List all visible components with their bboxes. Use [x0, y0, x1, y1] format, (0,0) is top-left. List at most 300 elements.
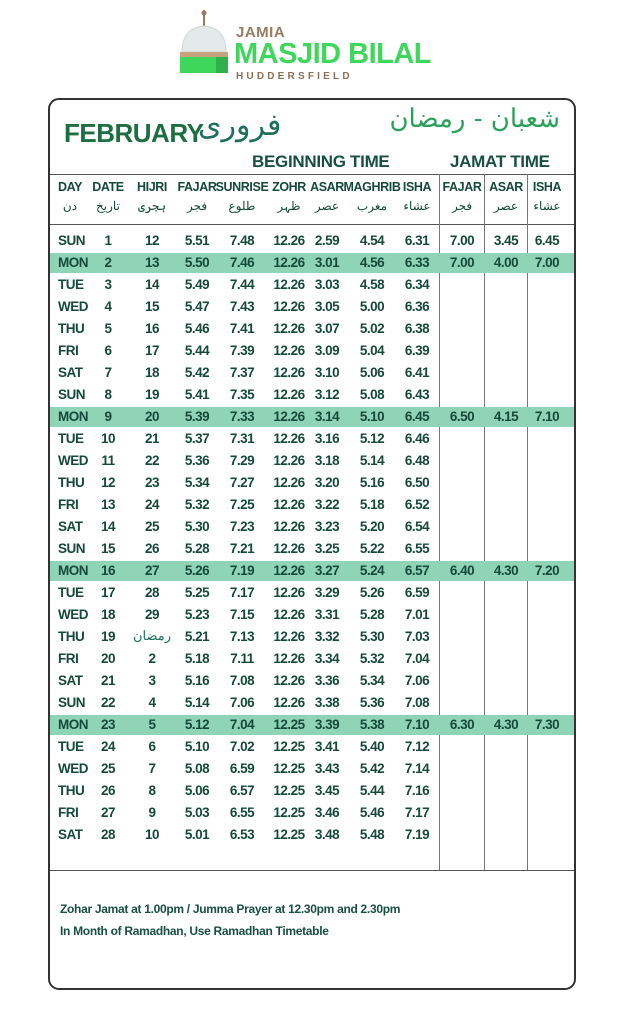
cell-zohr: 12.25 [273, 717, 305, 732]
cell-isha: 6.36 [404, 299, 430, 314]
cell-day: SAT [58, 673, 83, 688]
cell-sunrise: 7.46 [229, 255, 255, 270]
table-row [50, 275, 574, 295]
cell-maghrib: 5.00 [359, 299, 385, 314]
table-row [50, 385, 574, 405]
cell-maghrib: 5.32 [359, 651, 385, 666]
cell-hijri: 14 [144, 277, 160, 292]
column-header-fajar: FAJAR [442, 180, 482, 194]
cell-day: SAT [58, 519, 83, 534]
cell-fajar: 7.00 [449, 255, 475, 270]
cell-sunrise: 7.06 [229, 695, 255, 710]
cell-isha: 7.04 [404, 651, 430, 666]
table-row [50, 341, 574, 361]
cell-sunrise: 6.53 [229, 827, 255, 842]
cell-fajar: 5.41 [184, 387, 210, 402]
cell-zohr: 12.26 [273, 497, 305, 512]
column-header-isha: ISHA [532, 180, 562, 194]
cell-fajar: 5.37 [184, 431, 210, 446]
cell-sunrise: 7.25 [229, 497, 255, 512]
cell-sunrise: 7.33 [229, 409, 255, 424]
cell-isha: 7.17 [404, 805, 430, 820]
cell-maghrib: 4.54 [359, 233, 385, 248]
dome-icon [178, 8, 230, 76]
cell-zohr: 12.26 [273, 519, 305, 534]
cell-zohr: 12.26 [273, 321, 305, 336]
cell-date: 28 [100, 827, 116, 842]
logo-huddersfield: HUDDERSFIELD [236, 71, 353, 82]
cell-asar: 3.32 [314, 629, 340, 644]
logo-masjid-bilal: MASJID BILAL [234, 38, 431, 70]
cell-day: WED [58, 299, 88, 314]
cell-day: SUN [58, 387, 86, 402]
cell-isha: 6.45 [404, 409, 430, 424]
cell-maghrib: 5.14 [359, 453, 385, 468]
cell-asar: 3.45 [314, 783, 340, 798]
cell-asar: 3.34 [314, 651, 340, 666]
cell-sunrise: 7.35 [229, 387, 255, 402]
cell-zohr: 12.26 [273, 233, 305, 248]
cell-date: 5 [104, 321, 112, 336]
cell-day: FRI [58, 343, 79, 358]
cell-date: 26 [100, 783, 116, 798]
table-row [50, 627, 574, 647]
column-header-urdu: تاریخ [96, 199, 120, 213]
table-row [50, 671, 574, 691]
cell-maghrib: 5.02 [359, 321, 385, 336]
cell-isha: 7.10 [404, 717, 430, 732]
cell-hijri: 26 [144, 541, 160, 556]
cell-day: FRI [58, 651, 79, 666]
cell-fajar: 5.16 [184, 673, 210, 688]
table-row [50, 231, 574, 251]
cell-sunrise: 7.21 [229, 541, 255, 556]
cell-date: 14 [100, 519, 116, 534]
cell-zohr: 12.26 [273, 431, 305, 446]
cell-date: 15 [100, 541, 116, 556]
cell-day: MON [58, 563, 88, 578]
cell-isha: 7.14 [404, 761, 430, 776]
cell-hijri: 24 [144, 497, 160, 512]
cell-fajar: 5.34 [184, 475, 210, 490]
cell-asar: 3.46 [314, 805, 340, 820]
cell-hijri: رمضان [132, 629, 172, 644]
table-row [50, 495, 574, 515]
cell-date: 20 [100, 651, 116, 666]
cell-day: SAT [58, 827, 83, 842]
cell-asar: 3.29 [314, 585, 340, 600]
column-header-date: DATE [92, 180, 124, 194]
cell-zohr: 12.26 [273, 453, 305, 468]
cell-sunrise: 7.29 [229, 453, 255, 468]
cell-isha: 7.12 [404, 739, 430, 754]
column-header-fajar: FAJAR [177, 180, 217, 194]
cell-asar: 3.05 [314, 299, 340, 314]
cell-isha: 7.20 [534, 563, 560, 578]
column-header-urdu: عصر [314, 199, 340, 213]
cell-zohr: 12.26 [273, 365, 305, 380]
cell-fajar: 5.36 [184, 453, 210, 468]
cell-isha: 7.16 [404, 783, 430, 798]
cell-day: THU [58, 321, 85, 336]
cell-day: SUN [58, 695, 86, 710]
cell-asar: 3.09 [314, 343, 340, 358]
cell-date: 16 [100, 563, 116, 578]
cell-date: 17 [100, 585, 116, 600]
cell-hijri: 21 [144, 431, 160, 446]
cell-fajar: 5.26 [184, 563, 210, 578]
cell-isha: 6.38 [404, 321, 430, 336]
cell-hijri: 29 [144, 607, 160, 622]
cell-maghrib: 5.46 [359, 805, 385, 820]
cell-sunrise: 7.17 [229, 585, 255, 600]
cell-isha: 6.31 [404, 233, 430, 248]
cell-fajar: 5.42 [184, 365, 210, 380]
cell-asar: 3.25 [314, 541, 340, 556]
cell-maghrib: 5.18 [359, 497, 385, 512]
table-row [50, 781, 574, 801]
cell-fajar: 5.01 [184, 827, 210, 842]
cell-hijri: 22 [144, 453, 160, 468]
cell-hijri: 7 [148, 761, 156, 776]
cell-date: 18 [100, 607, 116, 622]
cell-fajar: 5.18 [184, 651, 210, 666]
cell-fajar: 5.23 [184, 607, 210, 622]
cell-zohr: 12.26 [273, 299, 305, 314]
cell-maghrib: 5.12 [359, 431, 385, 446]
cell-zohr: 12.26 [273, 585, 305, 600]
cell-hijri: 8 [148, 783, 156, 798]
cell-isha: 7.19 [404, 827, 430, 842]
cell-asar: 3.10 [314, 365, 340, 380]
cell-date: 2 [104, 255, 112, 270]
cell-day: SAT [58, 365, 83, 380]
cell-asar: 3.14 [314, 409, 340, 424]
cell-day: TUE [58, 277, 84, 292]
cell-maghrib: 5.08 [359, 387, 385, 402]
cell-isha: 7.08 [404, 695, 430, 710]
cell-zohr: 12.26 [273, 651, 305, 666]
cell-isha: 6.34 [404, 277, 430, 292]
cell-sunrise: 7.44 [229, 277, 255, 292]
cell-asar: 3.23 [314, 519, 340, 534]
cell-isha: 7.30 [534, 717, 560, 732]
column-header-urdu: عشاء [533, 199, 561, 213]
cell-hijri: 9 [148, 805, 156, 820]
cell-isha: 7.00 [534, 255, 560, 270]
cell-fajar: 6.30 [449, 717, 475, 732]
cell-fajar: 5.06 [184, 783, 210, 798]
month-title: FEBRUARY [64, 118, 204, 148]
cell-isha: 6.55 [404, 541, 430, 556]
table-row [50, 297, 574, 317]
cell-asar: 3.31 [314, 607, 340, 622]
table-row [50, 517, 574, 537]
cell-maghrib: 5.20 [359, 519, 385, 534]
cell-maghrib: 5.48 [359, 827, 385, 842]
cell-fajar: 5.44 [184, 343, 210, 358]
cell-asar: 3.41 [314, 739, 340, 754]
cell-day: TUE [58, 739, 84, 754]
cell-asar: 3.39 [314, 717, 340, 732]
cell-hijri: 16 [144, 321, 160, 336]
cell-asar: 4.00 [493, 255, 519, 270]
cell-date: 8 [104, 387, 112, 402]
cell-isha: 6.54 [404, 519, 430, 534]
cell-sunrise: 7.31 [229, 431, 255, 446]
table-row [50, 539, 574, 559]
cell-isha: 7.01 [404, 607, 430, 622]
cell-sunrise: 7.02 [229, 739, 255, 754]
cell-fajar: 5.50 [184, 255, 210, 270]
cell-zohr: 12.26 [273, 695, 305, 710]
cell-hijri: 20 [144, 409, 160, 424]
cell-isha: 7.06 [404, 673, 430, 688]
cell-date: 10 [100, 431, 116, 446]
cell-sunrise: 7.39 [229, 343, 255, 358]
cell-date: 21 [100, 673, 116, 688]
logo-jamia: JAMIA [236, 24, 286, 41]
cell-hijri: 13 [144, 255, 160, 270]
cell-day: MON [58, 255, 88, 270]
cell-zohr: 12.26 [273, 475, 305, 490]
cell-asar: 3.01 [314, 255, 340, 270]
cell-sunrise: 7.23 [229, 519, 255, 534]
cell-maghrib: 5.28 [359, 607, 385, 622]
cell-day: TUE [58, 431, 84, 446]
table-row [50, 473, 574, 493]
cell-fajar: 6.40 [449, 563, 475, 578]
cell-zohr: 12.25 [273, 761, 305, 776]
cell-sunrise: 7.04 [229, 717, 255, 732]
cell-sunrise: 7.19 [229, 563, 255, 578]
cell-date: 27 [100, 805, 116, 820]
cell-hijri: 12 [144, 233, 160, 248]
cell-date: 25 [100, 761, 116, 776]
cell-asar: 3.27 [314, 563, 340, 578]
cell-day: FRI [58, 805, 79, 820]
footer-note-ramadhan: In Month of Ramadhan, Use Ramadhan Timetable [60, 924, 329, 938]
cell-fajar: 5.28 [184, 541, 210, 556]
column-header-asar: ASAR [310, 180, 344, 194]
cell-sunrise: 7.08 [229, 673, 255, 688]
cell-fajar: 6.50 [449, 409, 475, 424]
column-header-urdu: ظہر [277, 199, 301, 213]
cell-date: 7 [104, 365, 112, 380]
cell-fajar: 7.00 [449, 233, 475, 248]
cell-date: 4 [104, 299, 112, 314]
cell-sunrise: 7.15 [229, 607, 255, 622]
cell-zohr: 12.25 [273, 739, 305, 754]
cell-date: 6 [104, 343, 112, 358]
cell-asar: 3.03 [314, 277, 340, 292]
cell-asar: 3.20 [314, 475, 340, 490]
cell-zohr: 12.26 [273, 541, 305, 556]
cell-sunrise: 7.27 [229, 475, 255, 490]
cell-asar: 3.18 [314, 453, 340, 468]
cell-maghrib: 5.26 [359, 585, 385, 600]
table-row [50, 803, 574, 823]
cell-maghrib: 4.58 [359, 277, 385, 292]
cell-day: WED [58, 453, 88, 468]
cell-isha: 6.48 [404, 453, 430, 468]
column-header-day: DAY [57, 180, 83, 194]
cell-maghrib: 5.42 [359, 761, 385, 776]
cell-zohr: 12.26 [273, 563, 305, 578]
cell-fajar: 5.21 [184, 629, 210, 644]
table-row [50, 649, 574, 669]
cell-maghrib: 5.16 [359, 475, 385, 490]
timetable-card [48, 98, 576, 990]
column-header-urdu: دن [62, 199, 78, 213]
cell-date: 24 [100, 739, 116, 754]
cell-hijri: 4 [148, 695, 156, 710]
cell-asar: 3.36 [314, 673, 340, 688]
cell-maghrib: 5.38 [359, 717, 385, 732]
table-row [50, 407, 574, 427]
cell-isha: 6.50 [404, 475, 430, 490]
jamat-time-heading: JAMAT TIME [450, 152, 550, 171]
cell-asar: 3.43 [314, 761, 340, 776]
cell-zohr: 12.25 [273, 827, 305, 842]
cell-maghrib: 5.30 [359, 629, 385, 644]
cell-hijri: 6 [148, 739, 156, 754]
cell-hijri: 18 [144, 365, 160, 380]
column-header-urdu: عصر [493, 199, 519, 213]
cell-fajar: 5.30 [184, 519, 210, 534]
cell-sunrise: 7.41 [229, 321, 255, 336]
cell-zohr: 12.26 [273, 673, 305, 688]
cell-sunrise: 7.37 [229, 365, 255, 380]
cell-fajar: 5.51 [184, 233, 210, 248]
cell-zohr: 12.26 [273, 343, 305, 358]
cell-maghrib: 5.44 [359, 783, 385, 798]
cell-zohr: 12.26 [273, 629, 305, 644]
divider [50, 174, 574, 175]
cell-fajar: 5.32 [184, 497, 210, 512]
table-row [50, 363, 574, 383]
column-header-urdu: عشاء [403, 199, 431, 213]
cell-hijri: 28 [144, 585, 160, 600]
cell-day: THU [58, 475, 85, 490]
cell-day: WED [58, 607, 88, 622]
cell-fajar: 5.08 [184, 761, 210, 776]
cell-maghrib: 5.22 [359, 541, 385, 556]
table-row [50, 715, 574, 735]
cell-hijri: 5 [148, 717, 156, 732]
cell-sunrise: 6.57 [229, 783, 255, 798]
cell-maghrib: 5.40 [359, 739, 385, 754]
cell-isha: 6.45 [534, 233, 560, 248]
cell-fajar: 5.10 [184, 739, 210, 754]
column-header-maghrib: MAGHRIB [343, 180, 401, 194]
divider [50, 870, 574, 871]
cell-hijri: 15 [144, 299, 160, 314]
cell-sunrise: 7.48 [229, 233, 255, 248]
cell-hijri: 23 [144, 475, 160, 490]
cell-day: MON [58, 409, 88, 424]
cell-maghrib: 5.36 [359, 695, 385, 710]
column-header-sunrise: SUNRISE [215, 180, 269, 194]
cell-asar: 4.30 [493, 717, 519, 732]
table-row [50, 605, 574, 625]
cell-asar: 2.59 [314, 233, 340, 248]
cell-isha: 6.52 [404, 497, 430, 512]
footer-note-jamat: Zohar Jamat at 1.00pm / Jumma Prayer at 12.30pm and 2.30pm [60, 902, 401, 916]
cell-sunrise: 6.59 [229, 761, 255, 776]
cell-day: SUN [58, 233, 86, 248]
cell-asar: 3.45 [493, 233, 519, 248]
cell-hijri: 2 [148, 651, 156, 666]
column-header-zohr: ZOHR [272, 180, 306, 194]
cell-asar: 3.22 [314, 497, 340, 512]
cell-hijri: 17 [144, 343, 160, 358]
cell-day: THU [58, 629, 85, 644]
cell-hijri: 25 [144, 519, 160, 534]
masjid-logo [178, 8, 448, 82]
month-title-urdu: فروری [198, 108, 282, 143]
cell-hijri: 3 [148, 673, 156, 688]
column-header-urdu: مغرب [356, 199, 388, 213]
cell-zohr: 12.26 [273, 277, 305, 292]
cell-fajar: 5.39 [184, 409, 210, 424]
cell-maghrib: 5.06 [359, 365, 385, 380]
cell-zohr: 12.26 [273, 387, 305, 402]
cell-maghrib: 4.56 [359, 255, 385, 270]
cell-maghrib: 5.24 [359, 563, 385, 578]
cell-zohr: 12.25 [273, 805, 305, 820]
cell-day: TUE [58, 585, 84, 600]
cell-asar: 4.30 [493, 563, 519, 578]
hijri-months: شعبان - رمضان [389, 104, 560, 134]
divider [50, 224, 574, 225]
cell-zohr: 12.26 [273, 607, 305, 622]
cell-isha: 6.39 [404, 343, 430, 358]
table-row [50, 825, 574, 845]
cell-isha: 6.43 [404, 387, 430, 402]
cell-date: 19 [100, 629, 116, 644]
cell-asar: 3.48 [314, 827, 340, 842]
cell-fajar: 5.46 [184, 321, 210, 336]
cell-date: 3 [104, 277, 112, 292]
cell-date: 11 [101, 453, 115, 468]
column-header-urdu: فجر [186, 199, 208, 213]
cell-asar: 4.15 [493, 409, 519, 424]
cell-day: MON [58, 717, 88, 732]
cell-asar: 3.38 [314, 695, 340, 710]
column-header-urdu: ہجری [137, 199, 167, 213]
table-row [50, 737, 574, 757]
column-header-asar: ASAR [489, 180, 523, 194]
column-header-urdu: فجر [451, 199, 473, 213]
table-row [50, 693, 574, 713]
cell-hijri: 27 [144, 563, 160, 578]
cell-fajar: 5.14 [184, 695, 210, 710]
cell-date: 9 [104, 409, 112, 424]
cell-date: 1 [104, 233, 112, 248]
cell-day: SUN [58, 541, 86, 556]
table-row [50, 451, 574, 471]
cell-isha: 6.46 [404, 431, 430, 446]
cell-date: 12 [100, 475, 116, 490]
column-header-isha: ISHA [402, 180, 432, 194]
cell-date: 13 [100, 497, 116, 512]
cell-isha: 7.03 [404, 629, 430, 644]
beginning-time-heading: BEGINNING TIME [252, 152, 390, 171]
cell-sunrise: 7.13 [229, 629, 255, 644]
table-row [50, 319, 574, 339]
cell-maghrib: 5.10 [359, 409, 385, 424]
